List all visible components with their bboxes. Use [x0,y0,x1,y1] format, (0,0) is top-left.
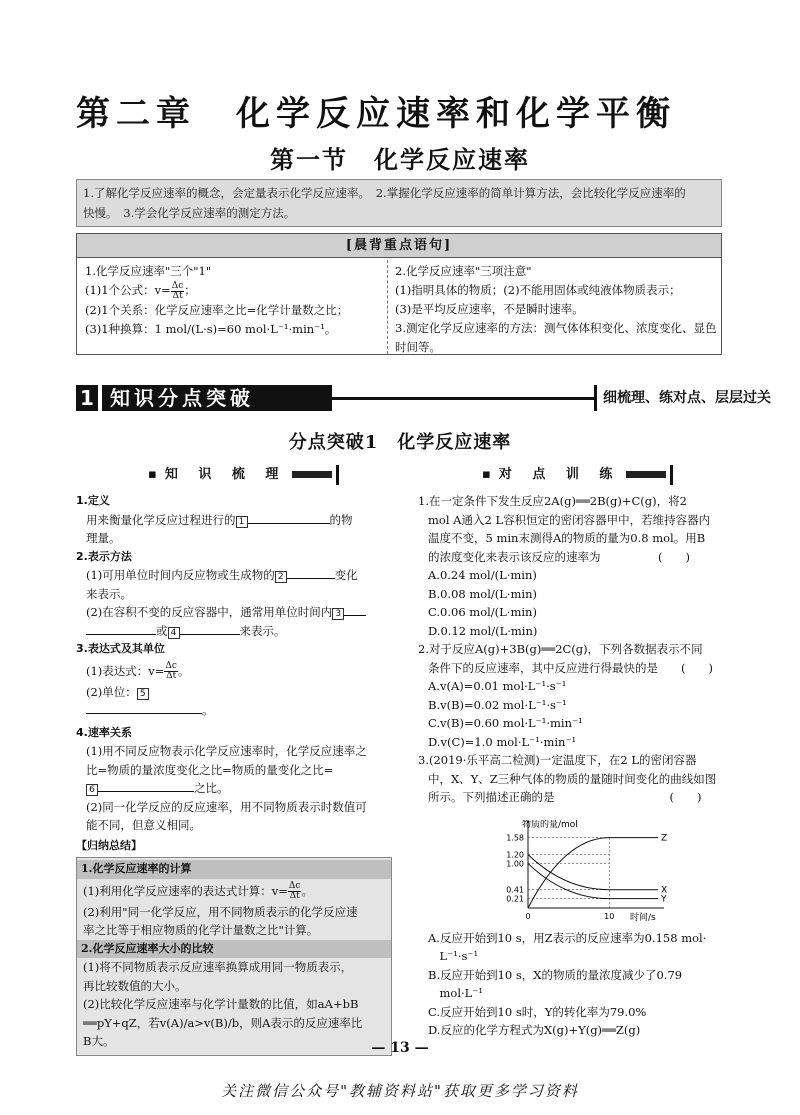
text-line: (1)利用化学反应速率的表达式计算：v= $\frac{\Delta c}{\Delta t}$。 [83,881,313,901]
divider [387,260,388,354]
heading: 4.速率关系 [76,725,132,739]
banner-tagline: 细梳理、练对点、层层过关 [594,385,722,411]
text-line: 6 之比。 [76,779,392,798]
key-line: 2.化学反应速率"三项注意" [395,264,532,278]
banner-number: 1 [76,385,98,411]
text-line: (1)表达式：v= $\frac{\Delta c}{\Delta t}$。 [86,661,190,681]
y-axis-label: 物质的量/mol [522,820,578,830]
option: C.反应开始到10 s时，Y的转化率为79.0% [428,1004,647,1019]
option: A.反应开始到10 s，用Z表示的反应速率为0.158 mol· [428,930,707,945]
question-line: 1.在一定条件下发生反应2A(g)══2B(g)+C(g)，将2 [418,494,687,508]
text-line: 理量。 [86,531,121,545]
x-tick-label: 0 [525,912,531,921]
series-line-y [528,863,658,898]
subsection-title: 分点突破1 化学反应速率 [288,432,512,453]
banner-line [332,397,594,400]
text-line: (1)将不同物质表示反应速率换算成用同一物质表示， [83,960,353,974]
text-line: (2)单位： 5 [76,683,392,702]
text-line: 用来衡量化学反应过程进行的 1 的物 [86,512,353,527]
text-line: 能不同，但意义相同。 [86,818,201,832]
practice-header: ▪对 点 训 练 [482,464,673,486]
practice-column [418,492,724,1040]
option: B.反应开始到10 s，X的物质的量浓度减少了0.79 [428,967,683,982]
question-line: 条件下的反应速率，其中反应进行得最快的是 ( ) [428,660,713,675]
text-line: 再比较数值的大小。 [83,978,187,993]
y-tick-label: 1.00 [506,859,524,869]
text-line: ══pY+qZ，若v(A)/a>v(B)/b，则A表示的反应速率比 [83,1015,363,1030]
series-label-y: Y [661,894,667,905]
key-points-header-text: 晨背重点语句 [353,238,444,253]
key-line: 1.化学反应速率"三个"1" [85,264,212,278]
fraction: $\frac{\Delta c}{\Delta t}$ [165,661,177,681]
text-line: 率之比等于相应物质的化学计量数之比"计算。 [83,923,319,937]
key-line: 3.测定化学反应速率的方法：测气体体积变化、浓度变化、显色 [395,321,717,335]
text-line: 。 [76,701,392,720]
question-line: 的浓度变化来表示该反应的速率为 ( ) [428,549,690,564]
question-line: mol A通入2 L容积恒定的密闭容器甲中，若维持容器内 [428,512,711,527]
knowledge-column [76,492,392,1056]
mole-vs-time-chart [470,820,670,928]
text-line: (1)用不同反应物表示化学反应速率时，化学反应速率之 [86,744,367,758]
key-line: (3)是平均反应速率，不是瞬时速率。 [395,302,584,316]
y-tick-label: 1.58 [506,833,524,843]
question-line: 中，X、Y、Z三种气体的物质的量随时间变化的曲线如图 [428,771,717,786]
text-line: B大。 [83,1034,115,1048]
option: B.v(B)=0.02 mol·L⁻¹·s⁻¹ [428,697,567,712]
option: D.反应的化学方程式为X(g)+Y(g)══Z(g) [428,1023,641,1037]
option: A.v(A)=0.01 mol·L⁻¹·s⁻¹ [428,679,567,693]
x-axis-label: 时间/s [630,913,656,923]
question-line: 2.对于反应A(g)+3B(g)══2C(g)，下列各数据表示不同 [418,642,703,656]
question-line: 3.(2019·乐平高二检测)一定温度下，在2 L的密闭容器 [418,753,697,767]
key-line: (2)1个关系：化学反应速率之比=化学计量数之比； [85,302,349,317]
text-line: (2)比较化学反应速率与化学计量数的比值，如aA+bB [83,997,359,1011]
fraction: $\frac{\Delta c}{\Delta t}$ [288,881,301,901]
text-line: 比=物质的量浓度变化之比=物质的量变化之比= [86,762,334,777]
option: B.0.08 mol/(L·min) [428,586,538,601]
key-points-header: [晨背重点语句] [77,234,721,258]
summary-heading: 2.化学反应速率大小的比较 [77,940,391,959]
summary-heading: 1.化学反应速率的计算 [77,860,391,879]
banner-title: 知识分点突破 [102,385,332,411]
key-line: (1)指明具体的物质；(2)不能用固体或纯液体物质表示； [395,283,681,297]
chapter-title: 第二章 化学反应速率和化学平衡 [76,94,676,134]
option: D.v(C)=1.0 mol·L⁻¹·min⁻¹ [428,734,577,749]
key-line: (3)1种换算：1 mol/(L·s)=60 mol·L⁻¹·min⁻¹。 [85,321,337,336]
learning-goals [76,179,722,227]
heading: 3.表达式及其单位 [76,642,165,655]
knowledge-header: ▪知 识 梳 理 [148,464,339,486]
series-label-x: X [661,885,668,896]
y-tick-label: 1.20 [506,850,524,860]
text-line: 或 4 来表示。 [76,622,392,641]
heading: 2.表示方法 [76,549,132,563]
goal-line: 1.了解化学反应速率的概念，会定量表示化学反应速率。 2.掌握化学反应速率的简单计算方法，会比较化学反应速率的 [83,186,686,200]
series-line-x [528,855,658,890]
key-points-right [395,262,716,357]
text-line: 来表示。 [86,586,132,601]
footer-note: 关注微信公众号"教辅资料站"获取更多学习资料 [221,1082,579,1100]
option: C.v(B)=0.60 mol·L⁻¹·min⁻¹ [428,716,583,730]
text-line: (2)同一化学反应的反应速率，用不同物质表示时数值可 [86,799,367,814]
summary-box [76,857,392,1056]
question-line: 温度不变，5 min末测得A的物质的量为0.8 mol。用B [428,531,706,545]
option: mol·L⁻¹ [428,986,483,1000]
fraction: $\frac{\Delta c}{\Delta t}$ [171,280,184,301]
key-line: 时间等。 [395,340,441,354]
key-points-box [76,233,722,355]
option: L⁻¹·s⁻¹ [428,949,479,963]
question-line: 所示。下列描述正确的是 ( ) [428,790,702,804]
text-line: (2)在容积不变的反应容器中，通常用单位时间内 3 [76,603,392,622]
option: D.0.12 mol/(L·min) [428,623,538,638]
text-line: (2)利用"同一化学反应，用不同物质表示的化学反应速 [83,904,358,919]
option: A.0.24 mol/(L·min) [428,568,537,582]
text-line: (1)可用单位时间内反应物或生成物的 2 变化 [86,568,358,582]
y-tick-label: 0.41 [506,885,524,895]
heading: 1.定义 [76,494,110,507]
section-title: 第一节 化学反应速率 [270,145,530,174]
option: C.0.06 mol/(L·min) [428,605,537,619]
page-number: — 13 — [371,1040,429,1056]
section-banner [76,383,771,413]
series-label-z: Z [661,833,668,844]
summary-tag: 【归纳总结】 [76,838,142,852]
y-tick-label: 0.21 [506,894,524,904]
goal-line: 快慢。 3.学会化学反应速率的测定方法。 [83,206,296,220]
x-tick-label: 10 [604,912,615,921]
key-line: (1)1个公式：v= $\frac{\Delta c}{\Delta t}$； [85,280,196,301]
key-points-left [85,262,348,339]
